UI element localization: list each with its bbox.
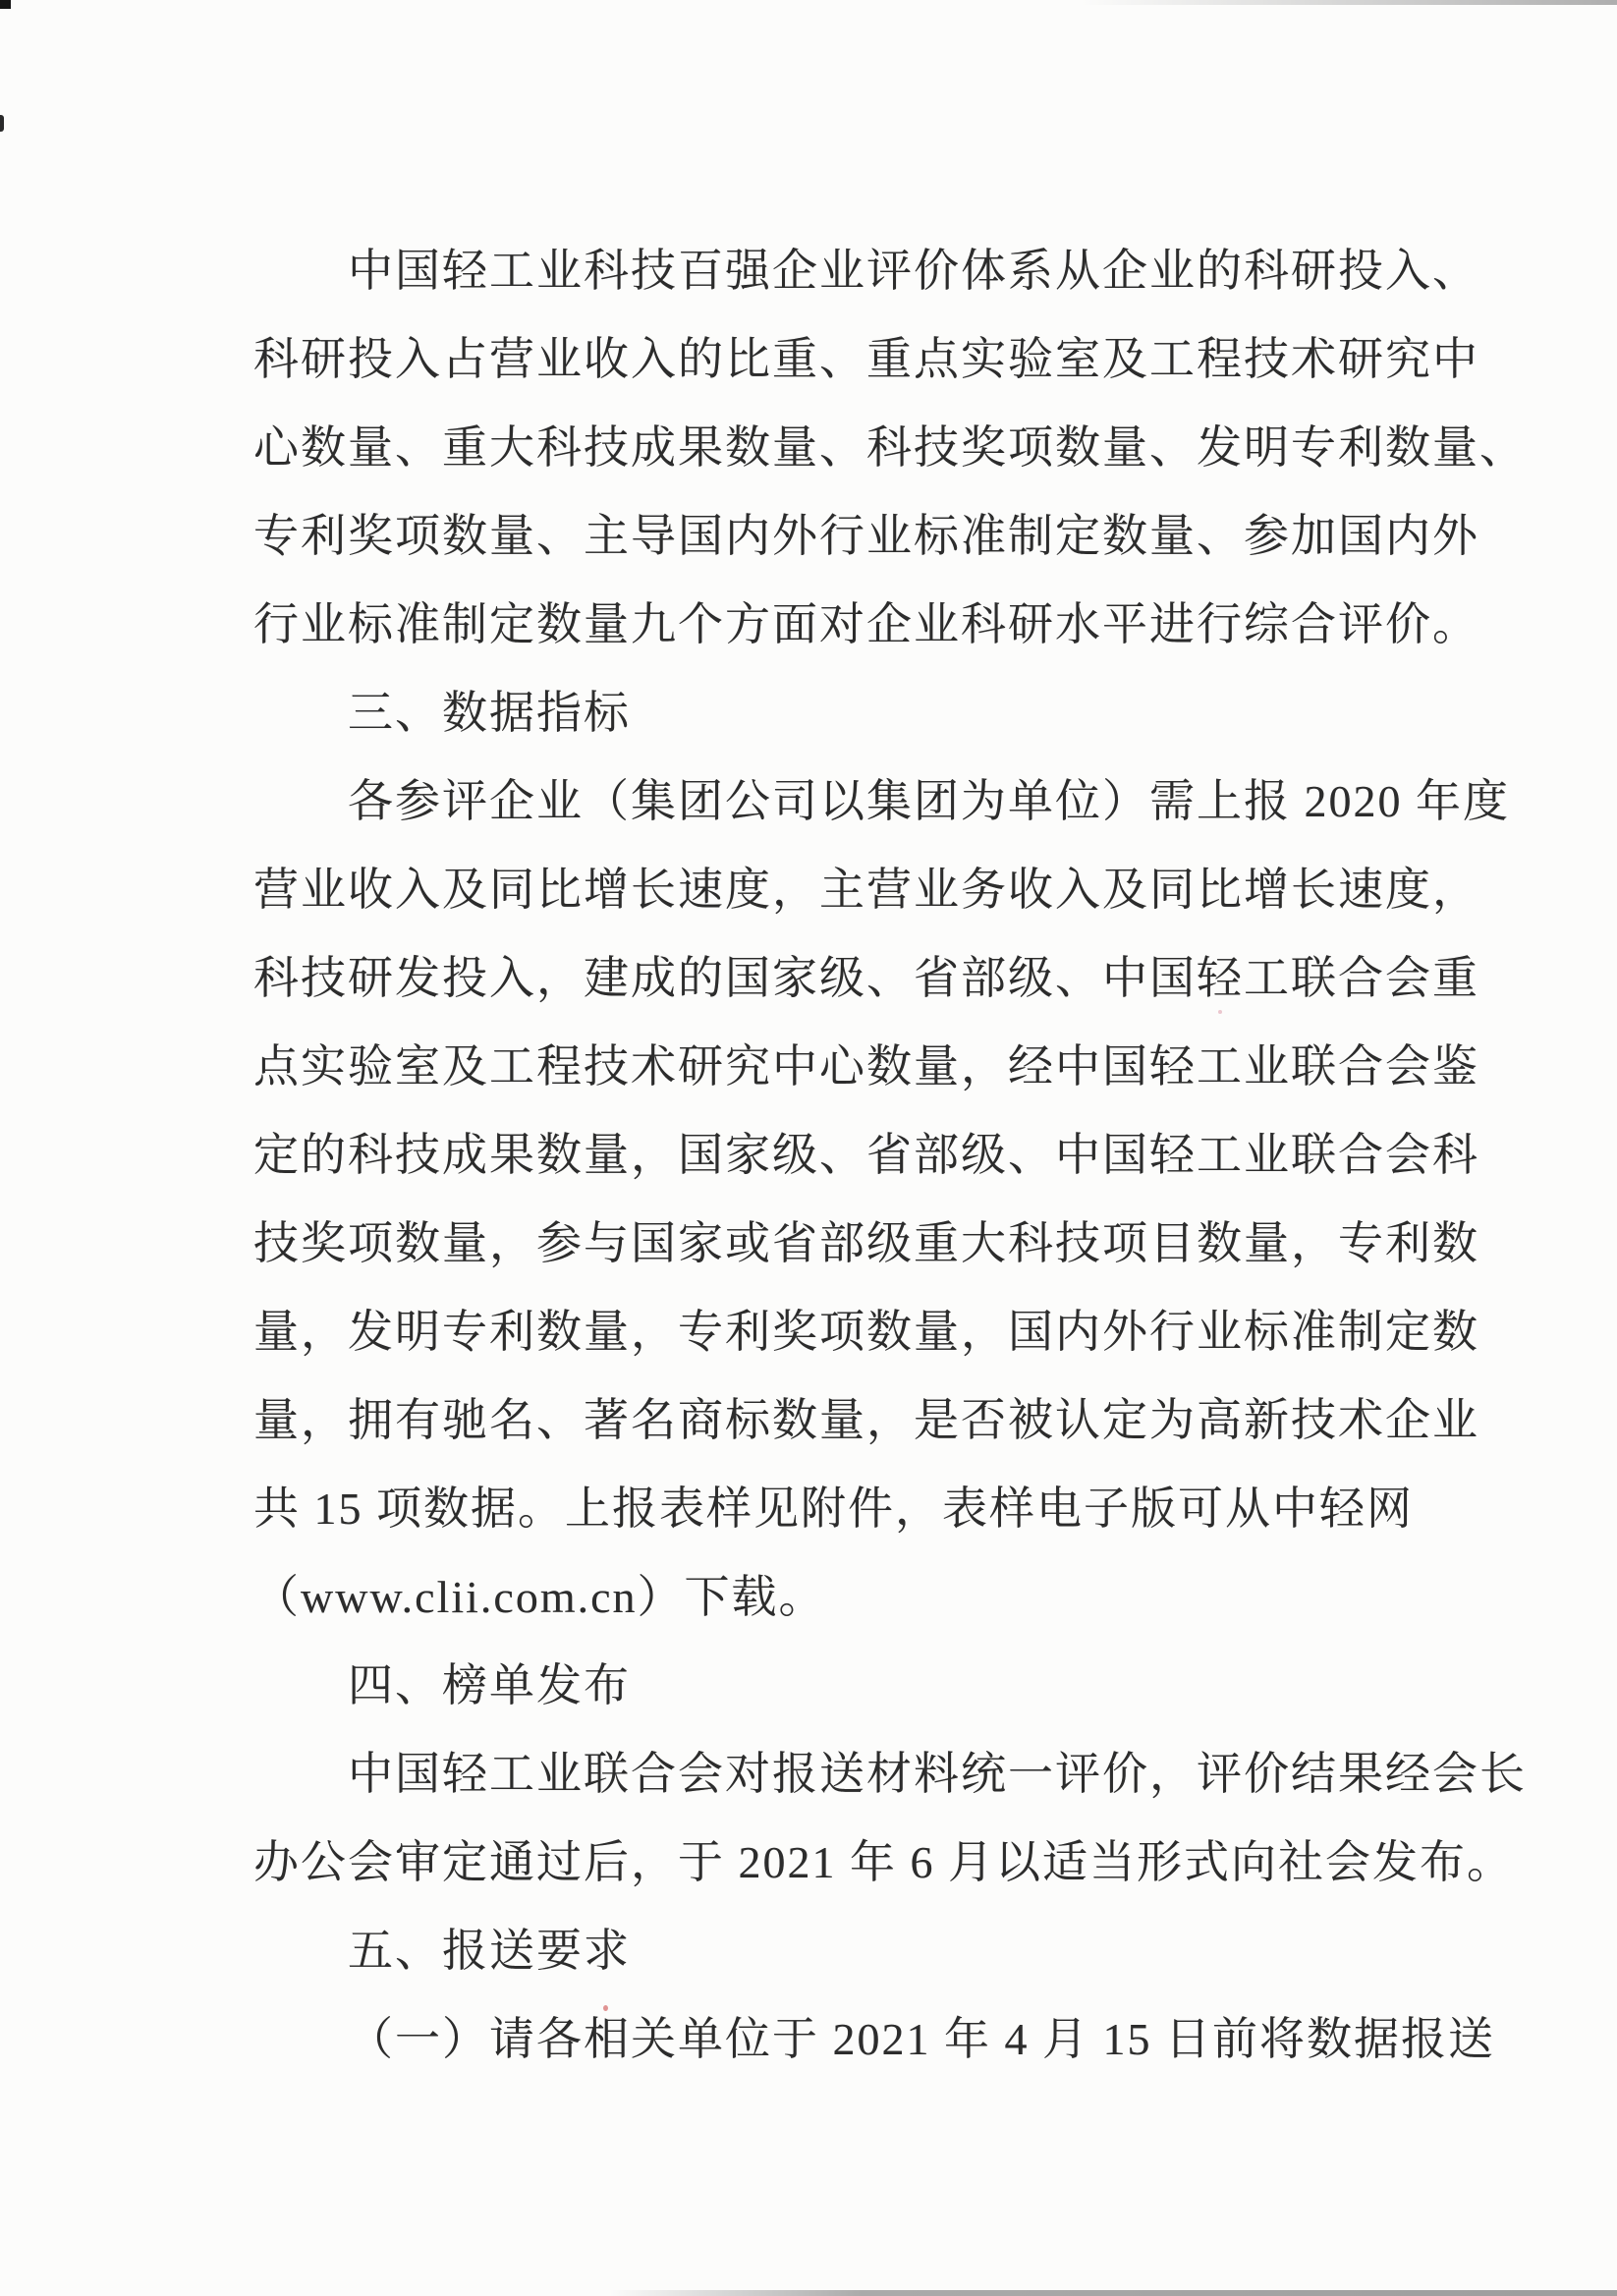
text-line: 行业标准制定数量九个方面对企业科研水平进行综合评价。 [253, 599, 1479, 649]
text-line: 营业收入及同比增长速度，主营业务收入及同比增长速度， [253, 865, 1479, 915]
text-line: 技奖项数量，参与国家或省部级重大科技项目数量，专利数 [253, 1218, 1479, 1268]
text-line: 量，发明专利数量，专利奖项数量，国内外行业标准制定数 [253, 1307, 1479, 1357]
text-line: 专利奖项数量、主导国内外行业标准制定数量、参加国内外 [253, 511, 1479, 561]
text-line: （一）请各相关单位于 2021 年 4 月 15 日前将数据报送 [348, 2014, 1495, 2064]
text-line: 量，拥有驰名、著名商标数量，是否被认定为高新技术企业 [253, 1395, 1479, 1445]
scan-top-edge-shadow [1081, 0, 1617, 5]
heading-list-release: 四、榜单发布 [348, 1660, 631, 1710]
scan-bottom-edge-shadow [609, 2290, 1617, 2296]
body-text [253, 227, 1527, 2084]
text-line: 心数量、重大科技成果数量、科技奖项数量、发明专利数量、 [253, 422, 1527, 473]
text-line: 定的科技成果数量，国家级、省部级、中国轻工业联合会科 [253, 1130, 1479, 1180]
website-url-line: （www.clii.com.cn）下载。 [253, 1572, 826, 1622]
text-line: 办公会审定通过后，于 2021 年 6 月以适当形式向社会发布。 [253, 1837, 1514, 1887]
heading-submission-requirements: 五、报送要求 [348, 1926, 631, 1976]
text-line: 科技研发投入，建成的国家级、省部级、中国轻工联合会重 [253, 953, 1479, 1003]
scan-corner-mark-icon [0, 0, 11, 9]
text-line: 中国轻工业联合会对报送材料统一评价，评价结果经会长 [348, 1749, 1527, 1799]
scan-left-edge-mark-icon [0, 115, 4, 132]
text-line: 各参评企业（集团公司以集团为单位）需上报 2020 年度 [348, 776, 1510, 826]
text-line: 中国轻工业科技百强企业评价体系从企业的科研投入、 [348, 246, 1479, 296]
heading-data-indicators: 三、数据指标 [348, 688, 631, 738]
text-line: 共 15 项数据。上报表样见附件，表样电子版可从中轻网 [253, 1484, 1414, 1534]
text-line: 科研投入占营业收入的比重、重点实验室及工程技术研究中 [253, 334, 1479, 384]
text-line: 点实验室及工程技术研究中心数量，经中国轻工业联合会鉴 [253, 1041, 1479, 1092]
